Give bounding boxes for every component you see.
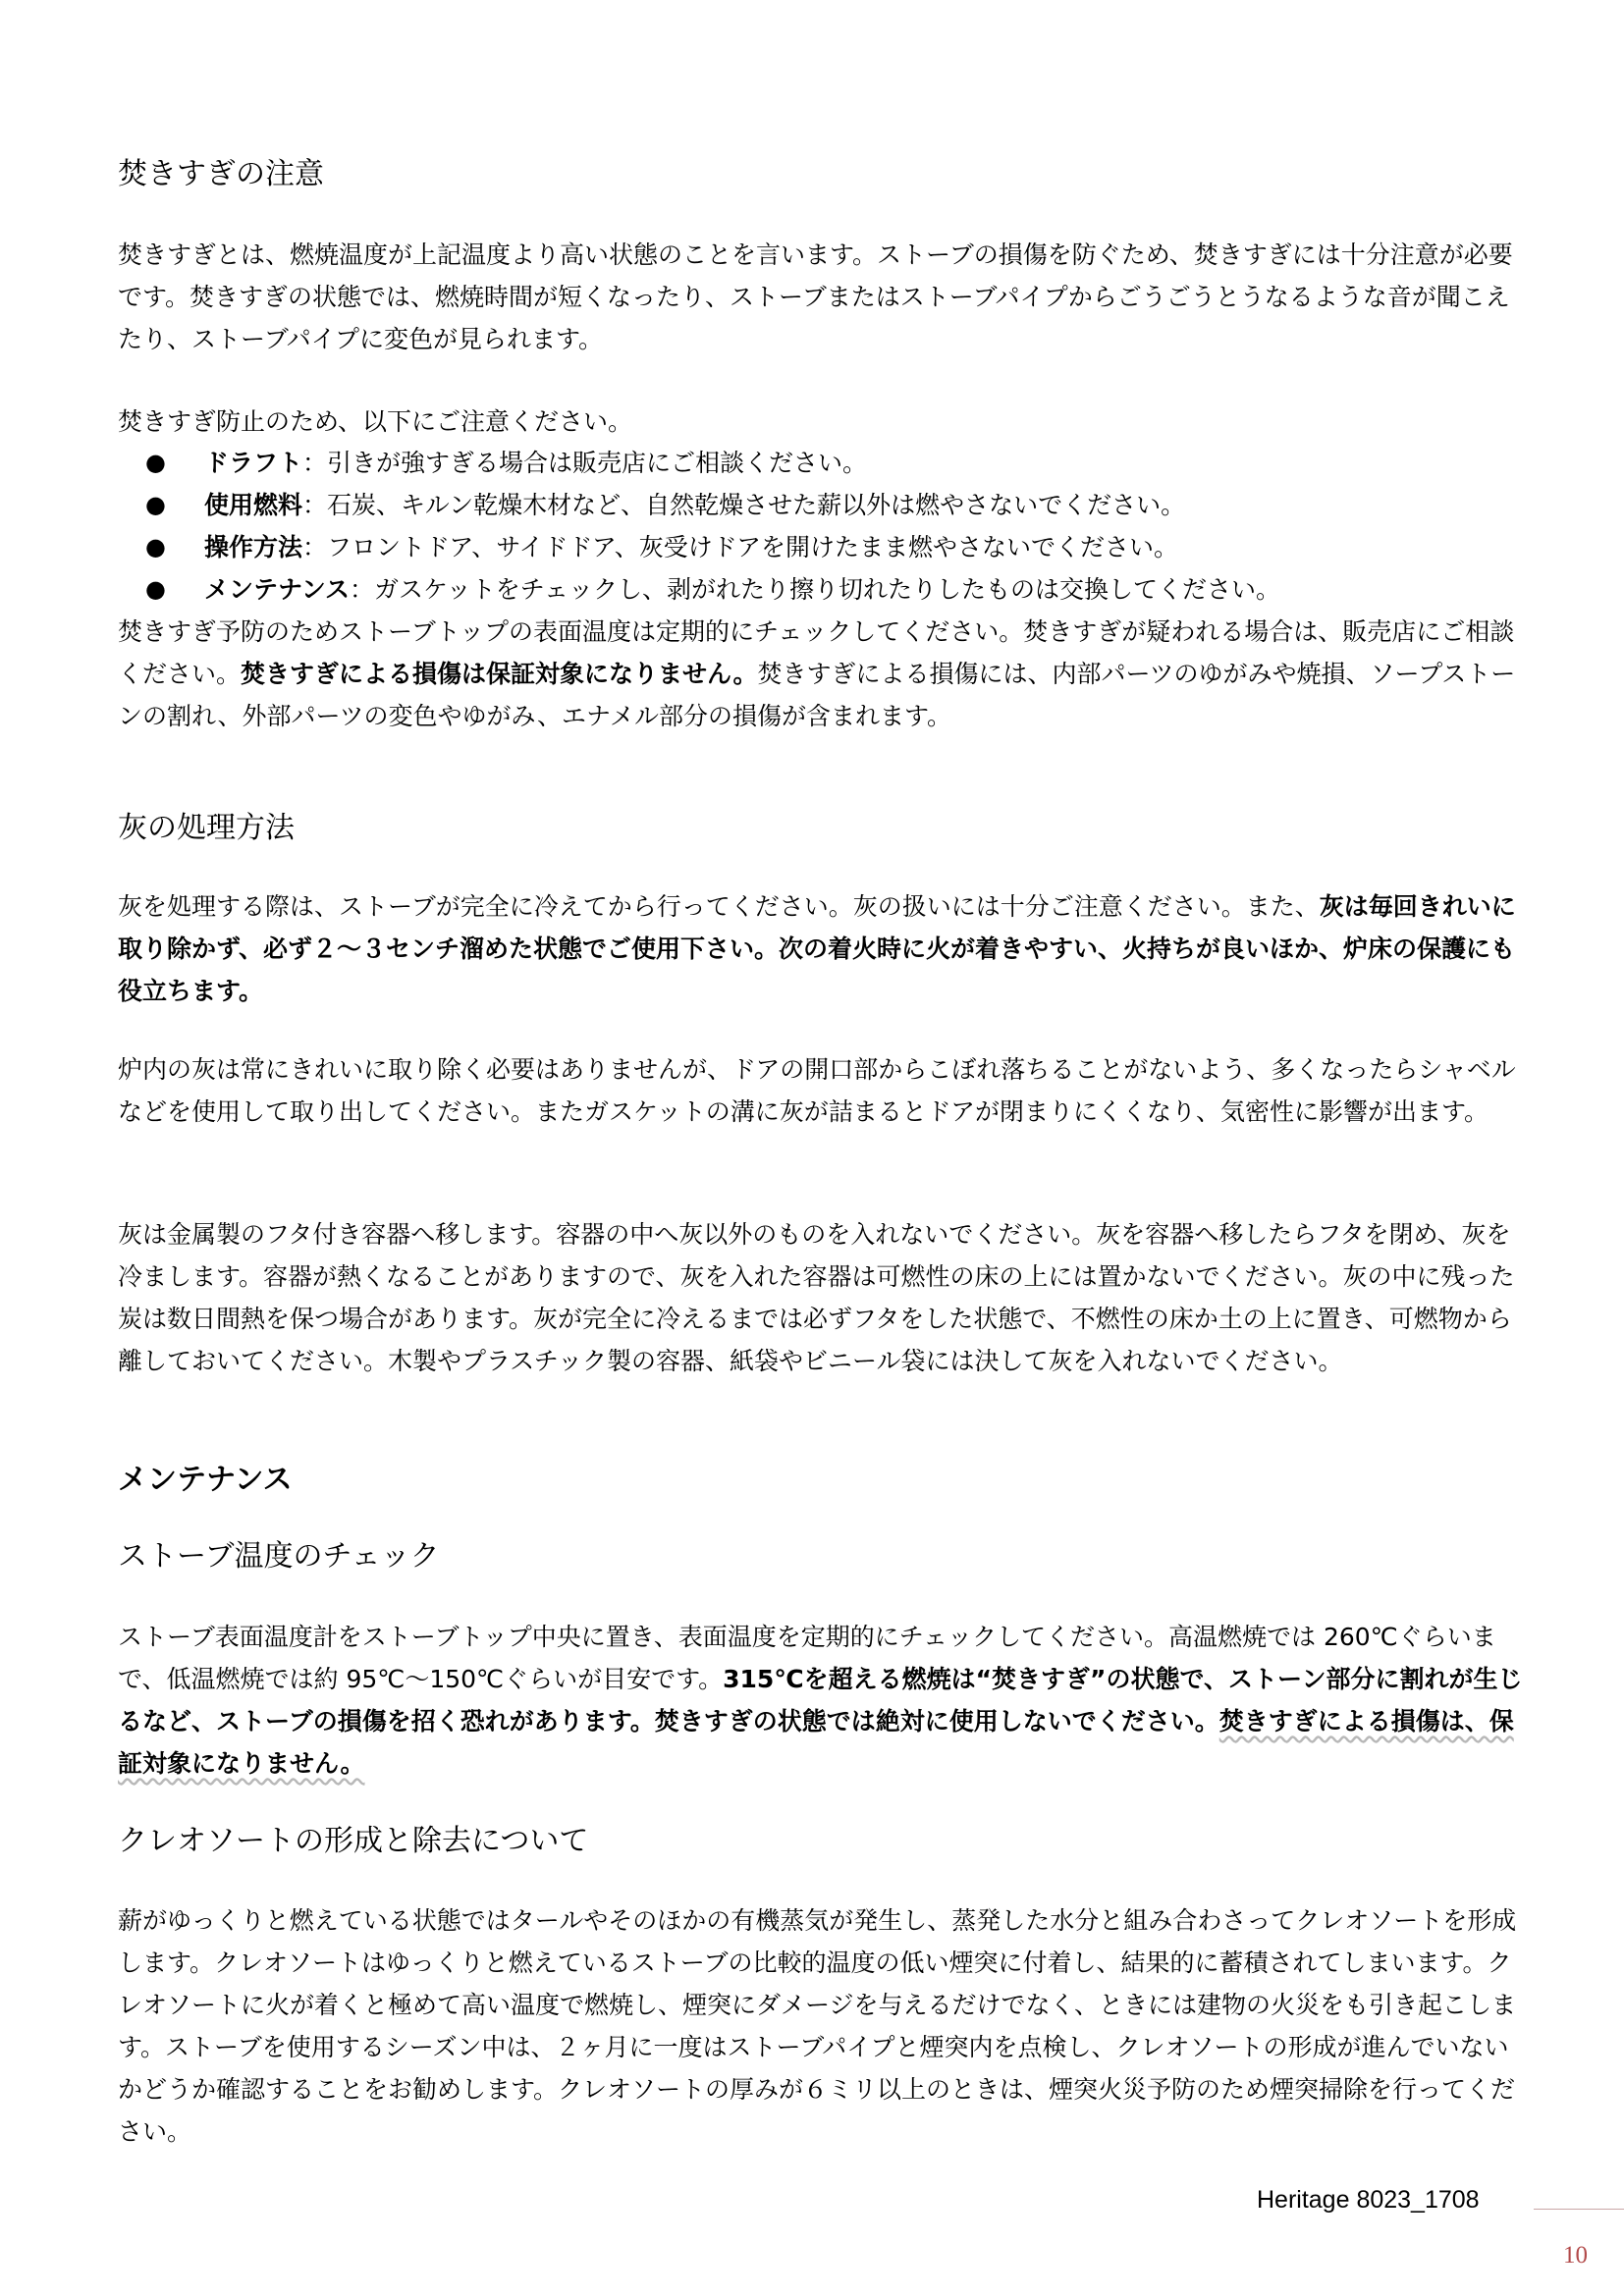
footer-divider [1534, 2209, 1624, 2210]
bullet-item-draft: ● ドラフト：引きが強すぎる場合は販売店にご相談ください。 [118, 442, 1532, 484]
page-number: 10 [1563, 2242, 1588, 2269]
overfiring-paragraph: 焚きすぎとは、燃焼温度が上記温度より高い状態のことを言います。ストーブの損傷を防ぐため、焚きすぎには十分注意が必要です。焚きすぎの状態では、燃焼時間が短くなったり、ストーブまたはストーブパイプからごうごうとうなるような音が聞こえたり、ストーブパイプに変色が見られます。 [118, 240, 1513, 353]
subsection-title-creosote: クレオソートの形成と除去について [118, 1824, 589, 1858]
ash-paragraph-3: 灰は金属製のフタ付き容器へ移します。容器の中へ灰以外のものを入れないでください。灰を容器へ移したらフタを閉め、灰を冷まします。容器が熱くなることがありますので、灰を入れた容器は可燃性の床の上には置かないでください。灰の中に残った炭は数日間熱を保つ場合があります。灰が完全に冷えるまでは必ずフタをした状態で、不燃性の床か土の上に置き、可燃物から離しておいてください。木製やプラスチック製の容器、紙袋やビニール袋には決して灰を入れないでください。 [118, 1220, 1515, 1375]
section-title-overfiring: 焚きすぎの注意 [118, 157, 324, 191]
bullet-item-fuel: ● 使用燃料：石炭、キルン乾燥木材など、自然乾燥させた薪以外は燃やさないでください。 [118, 484, 1532, 526]
bullet-item-maintenance: ● メンテナンス：ガスケットをチェックし、剥がれたり擦り切れたりしたものは交換してください。 [118, 568, 1532, 611]
bullet-icon: ● [145, 533, 166, 561]
temperature-paragraph: ストーブ表面温度計をストーブトップ中央に置き、表面温度を定期的にチェックしてください。高温燃焼では 260℃ぐらいまで、低温燃焼では約 95℃～150℃ぐらいが目安です。315℃を超える燃焼は“焚きすぎ”の状態で、ストーン部分に割れが生じるなど、ストーブの損傷を招く恐れがあります。焚きすぎの状態では絶対に使用しないでください。焚きすぎによる損傷は、保証対象になりません。 [118, 1623, 1523, 1778]
footer-document-id: Heritage 8023_1708 [1257, 2186, 1480, 2214]
overfiring-warranty-paragraph: 焚きすぎ予防のためストーブトップの表面温度は定期的にチェックしてください。焚きすぎが疑われる場合は、販売店にご相談ください。焚きすぎによる損傷は保証対象になりません。焚きすぎによる損傷には、内部パーツのゆがみや焼損、ソープストーンの割れ、外部パーツの変色やゆがみ、エナメル部分の損傷が含まれます。 [118, 617, 1516, 730]
overfiring-intro: 焚きすぎ防止のため、以下にご注意ください。 [118, 407, 633, 436]
bullet-icon: ● [145, 575, 166, 603]
ash-paragraph-2: 炉内の灰は常にきれいに取り除く必要はありませんが、ドアの開口部からこぼれ落ちることがないよう、多くなったらシャベルなどを使用して取り出してください。またガスケットの溝に灰が詰まるとドアが閉まりにくくなり、気密性に影響が出ます。 [118, 1055, 1516, 1126]
overfiring-bullet-list [118, 442, 1532, 611]
bullet-item-operation: ● 操作方法：フロントドア、サイドドア、灰受けドアを開けたまま燃やさないでください。 [118, 526, 1532, 568]
ash-paragraph-1: 灰を処理する際は、ストーブが完全に冷えてから行ってください。灰の扱いには十分ご注意ください。また、灰は毎回きれいに取り除かず、必ず２～３センチ溜めた状態でご使用下さい。次の着火時に火が着きやすい、火持ちが良いほか、炉床の保護にも役立ちます。 [118, 892, 1516, 1005]
creosote-paragraph: 薪がゆっくりと燃えている状態ではタールやそのほかの有機蒸気が発生し、蒸発した水分と組み合わさってクレオソートを形成します。クレオソートはゆっくりと燃えているストーブの比較的温度の低い煙突に付着し、結果的に蓄積されてしまいます。クレオソートに火が着くと極めて高い温度で燃焼し、煙突にダメージを与えるだけでなく、ときには建物の火災をも引き起こします。ストーブを使用するシーズン中は、２ヶ月に一度はストーブパイプと煙突内を点検し、クレオソートの形成が進んでいないかどうか確認することをお勧めします。クレオソートの厚みが６ミリ以上のときは、煙突火災予防のため煙突掃除を行ってください。 [118, 1906, 1517, 2146]
section-title-maintenance: メンテナンス [118, 1463, 293, 1497]
section-title-ash: 灰の処理方法 [118, 811, 295, 845]
bullet-icon: ● [145, 449, 166, 476]
subsection-title-temperature: ストーブ温度のチェック [118, 1539, 440, 1574]
bullet-icon: ● [145, 491, 166, 518]
